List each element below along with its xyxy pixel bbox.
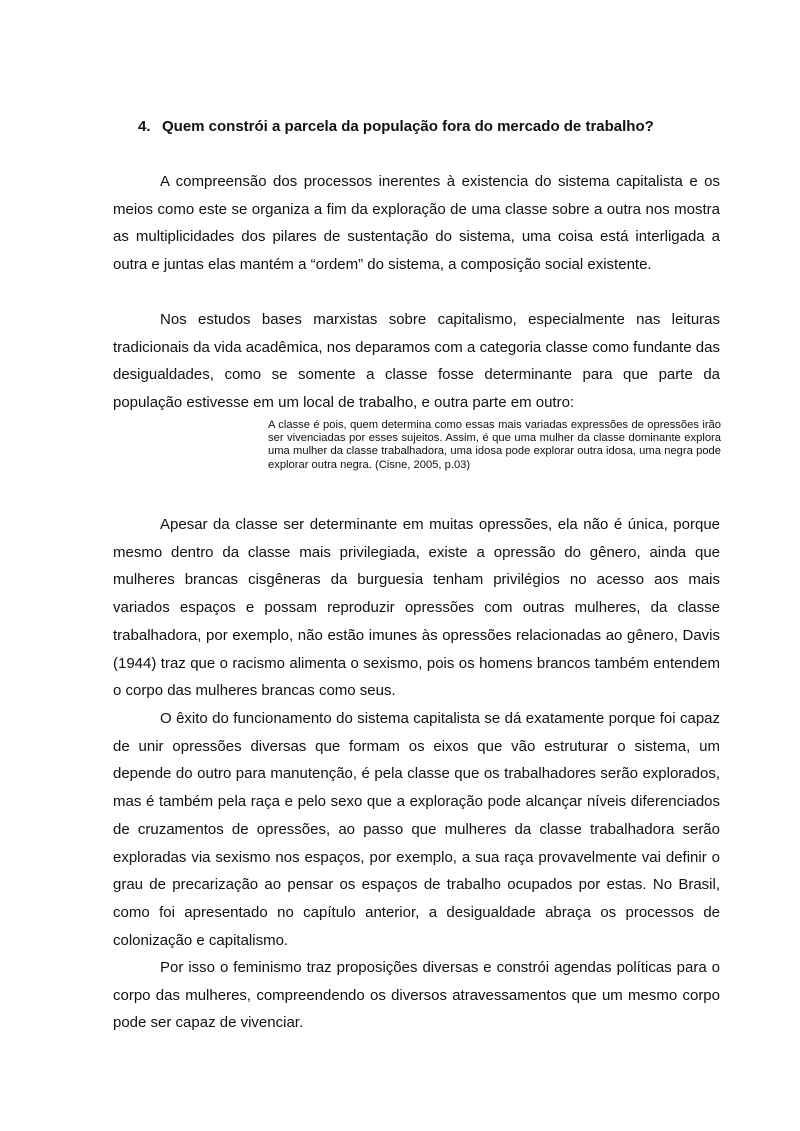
paragraph-3: Apesar da classe ser determinante em muitas opressões, ela não é única, porque mesmo dentro da classe mais privilegiada, existe a opressão do gênero, ainda que mulheres brancas cisgêneras da burguesia tenham privilégios no acesso aos mais variados espaços e possam reproduzir opressões com outras mulheres, da classe trabalhadora, por exemplo, não estão imunes às opressões relacionadas ao gênero, Davis (1944) traz que o racismo alimenta o sexismo, pois os homens brancos também entendem o corpo das mulheres brancas como seus. [113, 516, 720, 700]
block-quote: A classe é pois, quem determina como essas mais variadas expressões de opressões irão ser vivenciadas por esses sujeitos. Assim, é que uma mulher da classe dominante explora uma mulher da classe trabalhadora, uma idosa pode explorar outra idosa, uma negra pode explorar outra negra. (Cisne, 2005, p.03) [268, 419, 721, 471]
section-heading [138, 117, 738, 137]
section-number: 4. [138, 118, 151, 135]
paragraph-2: Nos estudos bases marxistas sobre capitalismo, especialmente nas leituras tradicionais da vida acadêmica, nos deparamos com a categoria classe como fundante das desigualdades, como se somente a classe fosse determinante para que parte da população estivesse em um local de trabalho, e outra parte em outro: [113, 311, 720, 412]
section-title: Quem constrói a parcela da população fora do mercado de trabalho? [162, 118, 654, 135]
paragraph-1: A compreensão dos processos inerentes à existencia do sistema capitalista e os meios como este se organiza a fim da exploração de uma classe sobre a outra nos mostra as multiplicidades dos pilares de sustentação do sistema, uma coisa está interligada a outra e juntas elas mantém a “ordem” do sistema, a composição social existente. [113, 173, 720, 274]
paragraph-5: Por isso o feminismo traz proposições diversas e constrói agendas políticas para o corpo das mulheres, compreendendo os diversos atravessamentos que um mesmo corpo pode ser capaz de vivenciar. [113, 959, 720, 1032]
paragraph-4: O êxito do funcionamento do sistema capitalista se dá exatamente porque foi capaz de unir opressões diversas que formam os eixos que vão estruturar o sistema, um depende do outro para manutenção, é pela classe que os trabalhadores serão explorados, mas é também pela raça e pelo sexo que a exploração pode alcançar níveis diferenciados de cruzamentos de opressões, ao passo que mulheres da classe trabalhadora serão exploradas via sexismo nos espaços, por exemplo, a sua raça provavelmente vai definir o grau de precarização ao pensar os espaços de trabalho ocupados por estas. No Brasil, como foi apresentado no capítulo anterior, a desigualdade abraça os processos de colonização e capitalismo. [113, 710, 720, 949]
